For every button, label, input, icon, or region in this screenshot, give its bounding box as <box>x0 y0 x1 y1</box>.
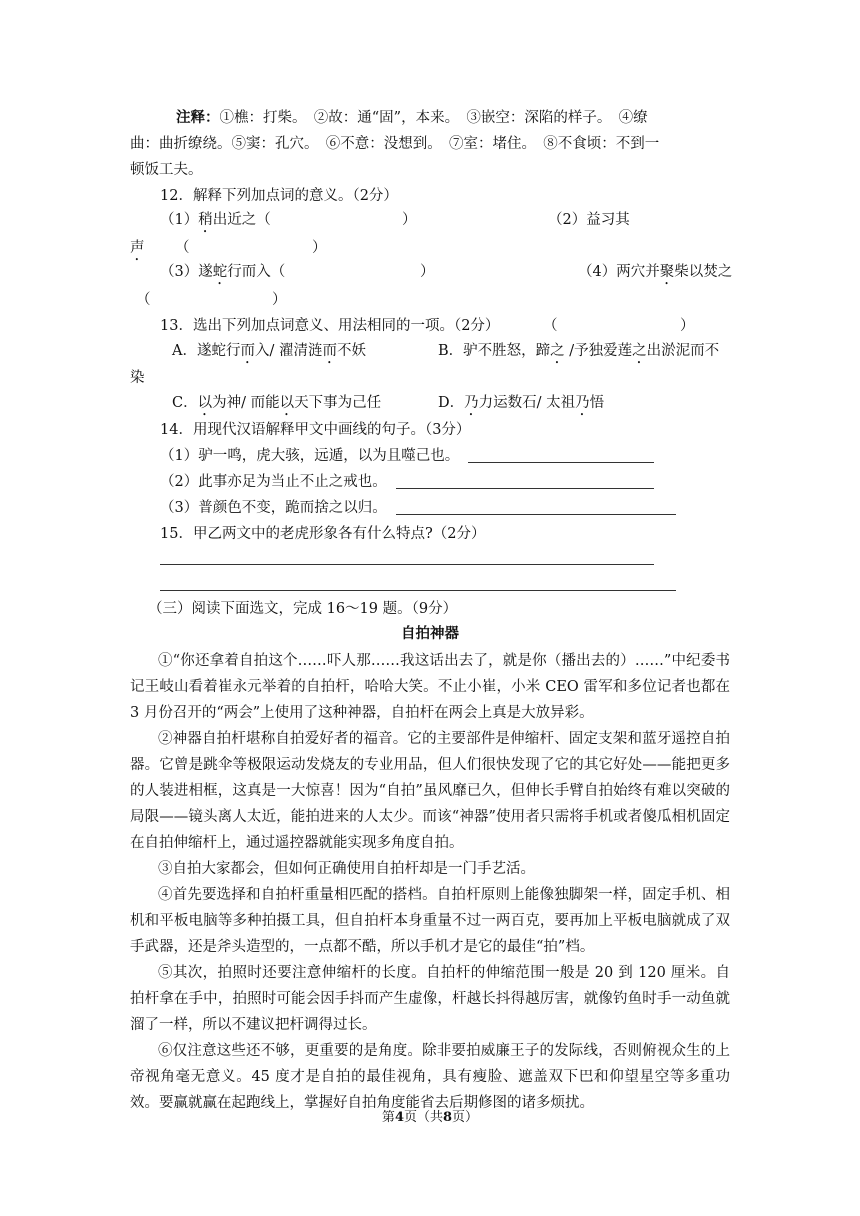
q13-option-a <box>172 341 366 367</box>
footer-total-pages: 8 <box>443 1110 453 1125</box>
q13-option-b <box>438 341 719 367</box>
footer-mid: 页（共 <box>403 1110 443 1125</box>
notes-label: 注释： <box>176 109 220 126</box>
section3-heading: （三）阅读下面选文，完成 16～19 题。（9分） <box>148 601 458 617</box>
q12-3-prefix: （3）遂 <box>160 264 213 280</box>
article-paragraph-4: ④首先要选择和自拍杆重量相匹配的搭档。自拍杆原则上能像独脚架一样，固定手机、相机和平板电脑等多种拍摄工具，但自拍杆本身重量不过一两百克，要再加上平板电脑就成了双手武器，还是斧头造型的，一点都不酷，所以手机才是它的最佳“拍”档。 <box>130 887 730 955</box>
q15-answer-line-2[interactable] <box>160 590 676 591</box>
q13-c-dot1: 以 <box>197 395 213 411</box>
q14-sentence-3: （3）普颜色不变，跪而捨之以归。 <box>160 500 387 516</box>
q12-1-suffix: 出近之（ <box>212 212 271 228</box>
q12-3-dotted-word: 蛇 <box>212 264 228 280</box>
article-title: 自拍神器 <box>401 626 459 642</box>
q13-d-dot1: 乃 <box>464 395 479 411</box>
notes-text-1: ①樵：打柴。 ②故：通“固”，本来。 ③嵌空：深陷的样子。 ④缭 <box>219 110 648 126</box>
q13-d-dot2: 乃 <box>575 395 590 411</box>
q12-item-3 <box>160 262 285 288</box>
article-paragraph-3: ③自拍大家都会，但如何正确使用自拍杆却是一门手艺活。 <box>158 861 535 877</box>
q12-4-close: ） <box>272 292 287 308</box>
q12-2-open: （ <box>175 240 190 256</box>
q13-b-mid: /予独爱莲 <box>564 343 633 359</box>
q12-item-2 <box>548 210 630 230</box>
q13-b-pre: B．驴不胜怒，蹄 <box>438 343 551 359</box>
footer-pre: 第 <box>381 1110 395 1125</box>
notes-line-2: 曲：曲折缭绕。⑤窦：孔穴。 ⑥不意：没想到。 ⑦室：堵住。 ⑧不食顷：不到一 <box>130 136 660 152</box>
q13-b-dot1: 之 <box>550 343 565 359</box>
q12-2-dotted-word: 声 <box>130 240 145 256</box>
q13-a-dot2: 而 <box>322 343 337 359</box>
article-paragraph-6: ⑥仅注意这些还不够，更重要的是角度。除非要拍威廉王子的发际线，否则俯视众生的上帝视角毫无意义。45 度才是自拍的最佳视角，具有瘦脸、遮盖双下巴和仰望星空等多重功效。要赢就赢在起跑线上，掌握好自拍角度能省去后期修图的诸多烦扰。 <box>130 1043 730 1111</box>
q14-sentence-2: （2）此事亦足为当止不止之戒也。 <box>160 474 387 490</box>
q13-b-post: 出淤泥而不 <box>646 343 720 359</box>
q12-3-suffix: 行而入（ <box>227 264 286 280</box>
q14-answer-line-1[interactable] <box>468 462 654 463</box>
q13-d-post: 悟 <box>589 395 605 411</box>
q13-option-c <box>172 393 381 419</box>
article-paragraph-1: ①“你还拿着自拍这个……吓人那……我这话出去了，就是你（播出去的）……”中纪委书记王岐山看着崔永元举着的自拍杆，哈哈大笑。不止小崔，小米 CEO 雷军和多位记者也都在 3 月份召开的“两会”上使用了这种神器，自拍杆在两会上真是大放异彩。 <box>130 653 730 721</box>
q13-a-pre: A．遂蛇行 <box>172 343 241 359</box>
notes-line-3: 顿饭工夫。 <box>130 162 203 178</box>
q13-option-d <box>438 393 604 419</box>
q13-a-dot1: 而 <box>240 343 255 359</box>
article-paragraph-2: ②神器自拍杆堪称自拍爱好者的福音。它的主要部件是伸缩杆、固定支架和蓝牙遥控自拍器。它曾是跳伞等极限运动发烧友的专业用品，但人们很快发现了它的其它好处——能把更多的人装进相框，这真是一大惊喜！因为“自拍”虽风靡已久，但伸长手臂自拍始终有难以突破的局限——镜头离人太近，能拍进来的人太少。而该“神器”使用者只需将手机或者傻瓜相机固定在自拍伸缩杆上，通过遥控器就能实现多角度自拍。 <box>130 731 730 851</box>
q14-answer-line-2[interactable] <box>396 488 654 489</box>
q15-stem: 15．甲乙两文中的老虎形象各有什么特点?（2分） <box>160 526 486 542</box>
q13-option-b-cont: 染 <box>130 370 145 386</box>
article-body <box>130 648 730 1116</box>
q13-d-mid: 力运数石/ 太祖 <box>478 395 576 411</box>
q14-stem: 14．用现代汉语解释甲文中画线的句子。（3分） <box>160 422 471 438</box>
q12-stem: 12．解释下列加点词的意义。（2分） <box>160 188 398 204</box>
notes-line-1 <box>176 108 648 128</box>
q13-stem: 13．选出下列加点词意义、用法相同的一项。（2分） <box>160 318 500 334</box>
q12-item-4 <box>578 262 732 288</box>
q13-a-post: 不妖 <box>336 343 366 359</box>
q13-b-dot2: 之 <box>632 343 647 359</box>
q12-1-close: ） <box>402 212 417 228</box>
q12-4-dotted-word: 聚 <box>659 264 675 280</box>
q15-answer-line-1[interactable] <box>160 564 654 565</box>
footer-page-number: 4 <box>394 1110 404 1125</box>
q13-paren-open: （ <box>543 318 558 334</box>
footer-post: 页） <box>452 1110 479 1125</box>
article-paragraph-5: ⑤其次，拍照时还要注意伸缩杆的长度。自拍杆的伸缩范围一般是 20 到 120 厘米。自拍杆拿在手中，拍照时可能会因手抖而产生虚像，杆越长抖得越厉害，就像钓鱼时手一动鱼就溜了一样，所以不建议把杆调得过长。 <box>130 965 730 1033</box>
q13-c-post: 天下事为己任 <box>294 395 382 411</box>
q12-2-close: ） <box>312 240 327 256</box>
q14-sentence-1: （1）驴一鸣，虎大骇，远遁，以为且噬己也。 <box>160 448 460 464</box>
q12-4-suffix: 柴以焚之 <box>674 264 733 280</box>
q12-4-open: （ <box>136 292 151 308</box>
q13-c-pre: C． <box>172 395 198 411</box>
q12-item-1 <box>160 210 271 236</box>
q13-c-dot2: 以 <box>279 395 295 411</box>
q12-4-prefix: （4）两穴并 <box>578 264 660 280</box>
page-footer <box>0 1109 860 1127</box>
q13-a-mid: 入/ 濯清涟 <box>254 343 323 359</box>
q12-2-text: （2）益习其 <box>548 212 630 228</box>
q12-3-close: ） <box>420 264 435 280</box>
q14-answer-line-3[interactable] <box>396 514 676 515</box>
q13-d-pre: D． <box>438 395 465 411</box>
q13-c-mid: 为神/ 而能 <box>212 395 280 411</box>
q12-item-2-cont <box>130 238 145 264</box>
q13-paren-close: ） <box>680 318 695 334</box>
q12-1-prefix: （1） <box>160 212 199 228</box>
q12-1-dotted-word: 稍 <box>198 212 213 228</box>
